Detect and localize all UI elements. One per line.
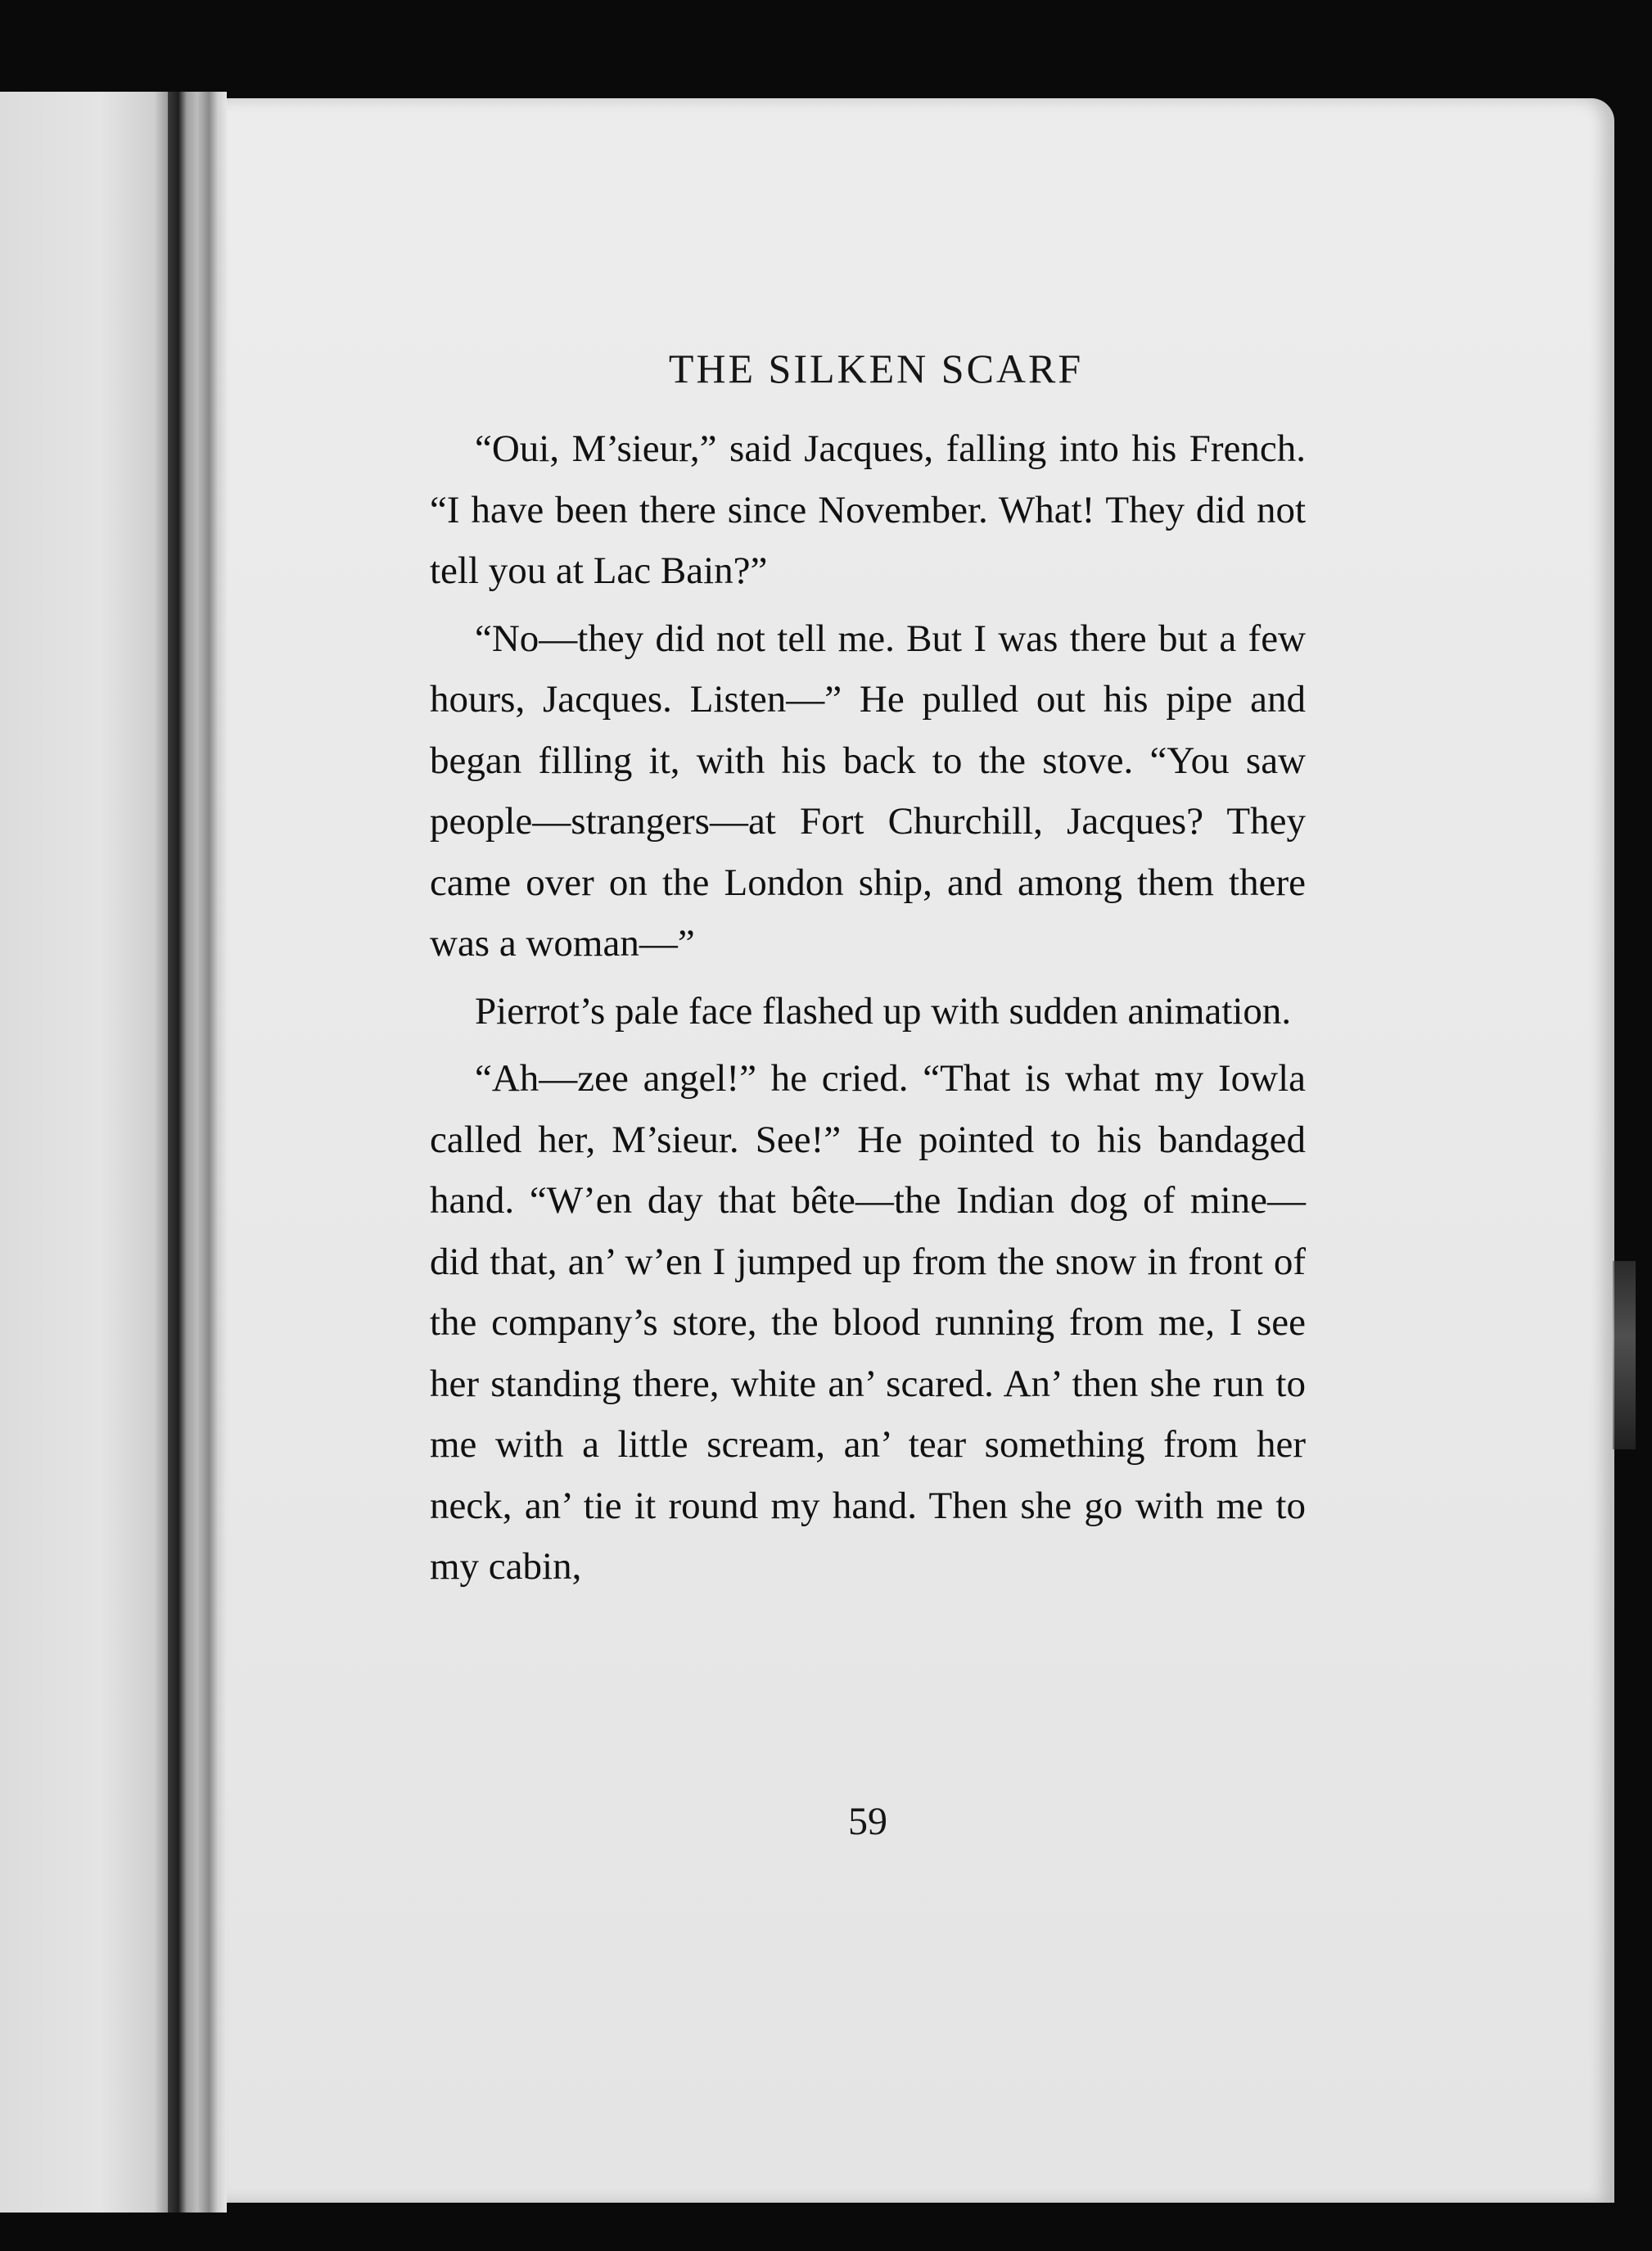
running-head: THE SILKEN SCARF (668, 346, 1084, 391)
page-number: 59 (848, 1800, 887, 1843)
page-text-block (430, 340, 1306, 1598)
facing-page-edge (0, 92, 168, 2213)
paragraph-2: “No—they did not tell me. But I was there but a few hours, Jacques. Listen—” He pulled out his pipe and began filling it, with his back to the stove. “You saw people—strangers—at Fort Churchill, Jacques? They came over on the London ship, and among them there was a woman—” (430, 617, 1306, 965)
page-edge-shadow (1613, 1261, 1636, 1449)
paragraph-4: “Ah—zee angel!” he cried. “That is what my Iowla called her, M’sieur. See!” He pointed to his bandaged hand. “W’en day that bête—the Indian dog of mine—did that, an’ w’en I jumped up from the snow in front of the company’s store, the blood running from me, I see her standing there, white an’ scared. An’ then she run to me with a little scream, an’ tear something from her neck, an’ tie it round my hand. Then she go with me to my cabin, (430, 1057, 1306, 1588)
paragraph-1: “Oui, M’sieur,” said Jacques, falling into his French. “I have been there since November. What! They did not tell you at Lac Bain?” (430, 427, 1306, 592)
book-gutter (168, 92, 227, 2213)
paragraph-3: Pierrot’s pale face flashed up with sudden animation. (475, 989, 1292, 1033)
